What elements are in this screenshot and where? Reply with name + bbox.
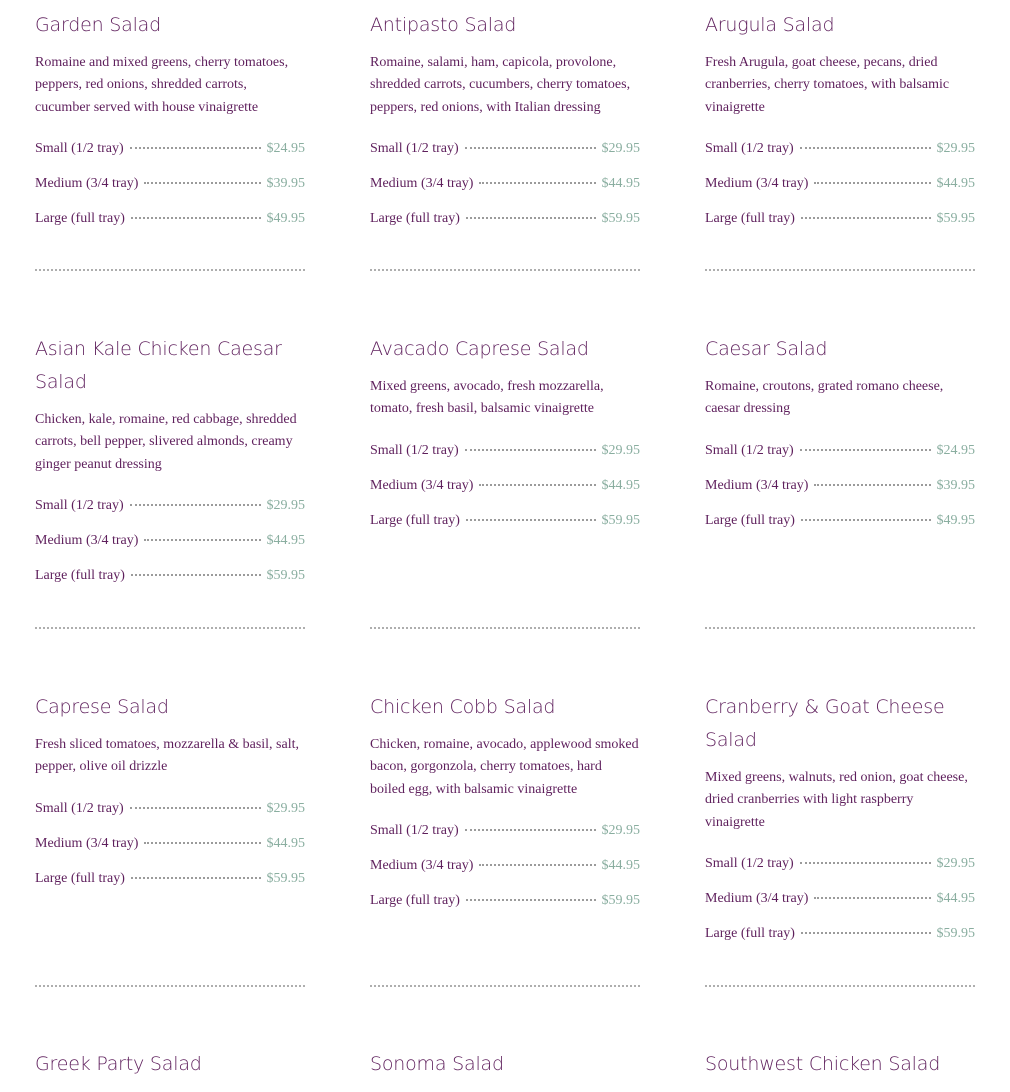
price-value: $44.95 xyxy=(601,477,640,493)
item-description: Mixed greens, avocado, fresh mozzarella, tomato, fresh basil, balsamic vinaigrette xyxy=(370,379,604,417)
size-label: Small (1/2 tray) xyxy=(370,140,459,156)
section-divider xyxy=(370,269,640,271)
price-value: $59.95 xyxy=(266,870,305,886)
dot-leader xyxy=(479,864,595,866)
price-value: $44.95 xyxy=(601,175,640,191)
size-label: Large (full tray) xyxy=(705,210,795,226)
size-label: Large (full tray) xyxy=(35,567,125,583)
dot-leader xyxy=(479,182,595,184)
size-label: Medium (3/4 tray) xyxy=(370,857,474,873)
menu-item-southwest-chicken-salad xyxy=(705,1039,975,1092)
item-description: Romaine, croutons, grated romano cheese, caesar dressing xyxy=(705,379,944,417)
menu-item-caesar-salad xyxy=(705,324,975,682)
price-value: $29.95 xyxy=(601,442,640,458)
size-label: Small (1/2 tray) xyxy=(370,442,459,458)
dot-leader xyxy=(800,147,931,149)
item-title: Asian Kale Chicken Caesar Salad xyxy=(35,338,282,393)
menu-item-sonoma-salad xyxy=(370,1039,640,1092)
price-value: $29.95 xyxy=(266,800,305,816)
price-list xyxy=(370,818,640,923)
price-value: $44.95 xyxy=(936,890,975,906)
price-value: $39.95 xyxy=(936,477,975,493)
size-label: Small (1/2 tray) xyxy=(35,800,124,816)
section-divider xyxy=(35,269,305,271)
price-row-small xyxy=(370,438,640,473)
menu-item-chicken-cobb-salad xyxy=(370,682,640,1039)
price-value: $59.95 xyxy=(601,512,640,528)
price-row-medium xyxy=(705,473,975,508)
size-label: Medium (3/4 tray) xyxy=(705,477,809,493)
size-label: Medium (3/4 tray) xyxy=(35,532,139,548)
section-divider xyxy=(705,985,975,987)
price-value: $59.95 xyxy=(936,925,975,941)
dot-leader xyxy=(800,449,931,451)
item-description: Mixed greens, walnuts, red onion, goat cheese, dried cranberries with light raspberry vinaigrette xyxy=(705,770,968,830)
dot-leader xyxy=(800,862,931,864)
dot-leader xyxy=(801,217,931,219)
item-description: Romaine and mixed greens, cherry tomatoes, peppers, red onions, shredded carrots, cucumber served with house vinaigrette xyxy=(35,55,289,115)
item-description: Fresh sliced tomatoes, mozzarella & basil, salt, pepper, olive oil drizzle xyxy=(35,737,299,775)
price-row-medium xyxy=(35,831,305,866)
item-title: Antipasto Salad xyxy=(370,14,517,36)
item-description: Fresh Arugula, goat cheese, pecans, dried cranberries, cherry tomatoes, with balsamic vinaigrette xyxy=(705,55,950,115)
dot-leader xyxy=(479,484,595,486)
price-row-medium xyxy=(705,171,975,206)
dot-leader xyxy=(466,519,596,521)
section-divider xyxy=(370,985,640,987)
dot-leader xyxy=(801,932,931,934)
size-label: Large (full tray) xyxy=(35,870,125,886)
dot-leader xyxy=(814,484,930,486)
price-list xyxy=(705,136,975,241)
dot-leader xyxy=(814,897,930,899)
size-label: Medium (3/4 tray) xyxy=(35,835,139,851)
price-row-medium xyxy=(35,528,305,563)
item-title: Arugula Salad xyxy=(705,14,835,36)
item-title: Southwest Chicken Salad xyxy=(705,1053,941,1075)
price-row-small xyxy=(35,796,305,831)
price-row-small xyxy=(370,136,640,171)
price-value: $29.95 xyxy=(601,140,640,156)
menu-item-greek-party-salad xyxy=(35,1039,305,1092)
size-label: Medium (3/4 tray) xyxy=(35,175,139,191)
dot-leader xyxy=(131,574,261,576)
size-label: Large (full tray) xyxy=(705,925,795,941)
item-title: Greek Party Salad xyxy=(35,1053,202,1075)
price-row-small xyxy=(370,818,640,853)
price-value: $29.95 xyxy=(936,140,975,156)
menu-item-antipasto-salad xyxy=(370,0,640,324)
section-divider xyxy=(705,627,975,629)
size-label: Medium (3/4 tray) xyxy=(705,890,809,906)
price-list xyxy=(705,851,975,956)
price-row-medium xyxy=(370,853,640,888)
item-title: Caprese Salad xyxy=(35,696,169,718)
dot-leader xyxy=(466,899,596,901)
price-value: $44.95 xyxy=(266,532,305,548)
price-list xyxy=(370,136,640,241)
item-title: Caesar Salad xyxy=(705,338,828,360)
item-title: Chicken Cobb Salad xyxy=(370,696,556,718)
price-row-large xyxy=(705,508,975,543)
section-divider xyxy=(35,627,305,629)
price-row-large xyxy=(370,888,640,923)
item-title: Garden Salad xyxy=(35,14,161,36)
item-description: Chicken, romaine, avocado, applewood smoked bacon, gorgonzola, cherry tomatoes, hard boiled egg, with balsamic vinaigrette xyxy=(370,737,639,797)
price-value: $24.95 xyxy=(936,442,975,458)
dot-leader xyxy=(465,829,596,831)
menu-item-cranberry-goat-cheese-salad xyxy=(705,682,975,1039)
price-value: $39.95 xyxy=(266,175,305,191)
dot-leader xyxy=(801,519,931,521)
price-value: $44.95 xyxy=(266,835,305,851)
dot-leader xyxy=(144,842,260,844)
dot-leader xyxy=(130,147,261,149)
price-value: $44.95 xyxy=(936,175,975,191)
size-label: Large (full tray) xyxy=(370,210,460,226)
price-row-small xyxy=(35,493,305,528)
price-row-medium xyxy=(370,171,640,206)
dot-leader xyxy=(465,449,596,451)
price-value: $29.95 xyxy=(601,822,640,838)
menu-item-arugula-salad xyxy=(705,0,975,324)
size-label: Medium (3/4 tray) xyxy=(705,175,809,191)
price-row-large xyxy=(370,206,640,241)
price-value: $29.95 xyxy=(266,497,305,513)
price-row-small xyxy=(705,136,975,171)
size-label: Small (1/2 tray) xyxy=(35,497,124,513)
price-row-large xyxy=(705,206,975,241)
dot-leader xyxy=(814,182,930,184)
salad-menu-grid xyxy=(35,0,975,1092)
price-list xyxy=(705,438,975,543)
size-label: Large (full tray) xyxy=(35,210,125,226)
size-label: Medium (3/4 tray) xyxy=(370,477,474,493)
price-list xyxy=(35,493,305,598)
menu-item-asian-kale-chicken-caesar-salad xyxy=(35,324,305,682)
price-value: $49.95 xyxy=(936,512,975,528)
price-value: $59.95 xyxy=(936,210,975,226)
size-label: Small (1/2 tray) xyxy=(370,822,459,838)
price-row-large xyxy=(35,206,305,241)
price-list xyxy=(370,438,640,543)
dot-leader xyxy=(130,504,261,506)
price-row-small xyxy=(35,136,305,171)
price-value: $49.95 xyxy=(266,210,305,226)
item-title: Avacado Caprese Salad xyxy=(370,338,589,360)
dot-leader xyxy=(144,539,260,541)
size-label: Large (full tray) xyxy=(370,892,460,908)
price-row-medium xyxy=(35,171,305,206)
size-label: Small (1/2 tray) xyxy=(705,140,794,156)
dot-leader xyxy=(144,182,260,184)
item-title: Cranberry & Goat Cheese Salad xyxy=(705,696,945,751)
price-value: $59.95 xyxy=(601,892,640,908)
price-value: $59.95 xyxy=(601,210,640,226)
price-row-large xyxy=(370,508,640,543)
price-row-medium xyxy=(370,473,640,508)
section-divider xyxy=(705,269,975,271)
dot-leader xyxy=(466,217,596,219)
price-value: $24.95 xyxy=(266,140,305,156)
section-divider xyxy=(35,985,305,987)
menu-item-avacado-caprese-salad xyxy=(370,324,640,682)
price-list xyxy=(35,796,305,901)
price-list xyxy=(35,136,305,241)
dot-leader xyxy=(465,147,596,149)
price-row-large xyxy=(705,921,975,956)
size-label: Small (1/2 tray) xyxy=(35,140,124,156)
price-value: $44.95 xyxy=(601,857,640,873)
dot-leader xyxy=(131,877,261,879)
item-description: Chicken, kale, romaine, red cabbage, shredded carrots, bell pepper, slivered almonds, creamy ginger peanut dressing xyxy=(35,412,297,472)
item-description: Romaine, salami, ham, capicola, provolone, shredded carrots, cucumbers, cherry tomatoes, peppers, red onions, with Italian dressing xyxy=(370,55,631,115)
dot-leader xyxy=(130,807,261,809)
price-value: $29.95 xyxy=(936,855,975,871)
size-label: Small (1/2 tray) xyxy=(705,855,794,871)
price-value: $59.95 xyxy=(266,567,305,583)
price-row-large xyxy=(35,866,305,901)
menu-item-caprese-salad xyxy=(35,682,305,1039)
price-row-large xyxy=(35,563,305,598)
dot-leader xyxy=(131,217,261,219)
price-row-small xyxy=(705,851,975,886)
size-label: Large (full tray) xyxy=(705,512,795,528)
size-label: Medium (3/4 tray) xyxy=(370,175,474,191)
menu-item-garden-salad xyxy=(35,0,305,324)
size-label: Large (full tray) xyxy=(370,512,460,528)
price-row-small xyxy=(705,438,975,473)
price-row-medium xyxy=(705,886,975,921)
size-label: Small (1/2 tray) xyxy=(705,442,794,458)
section-divider xyxy=(370,627,640,629)
item-title: Sonoma Salad xyxy=(370,1053,504,1075)
